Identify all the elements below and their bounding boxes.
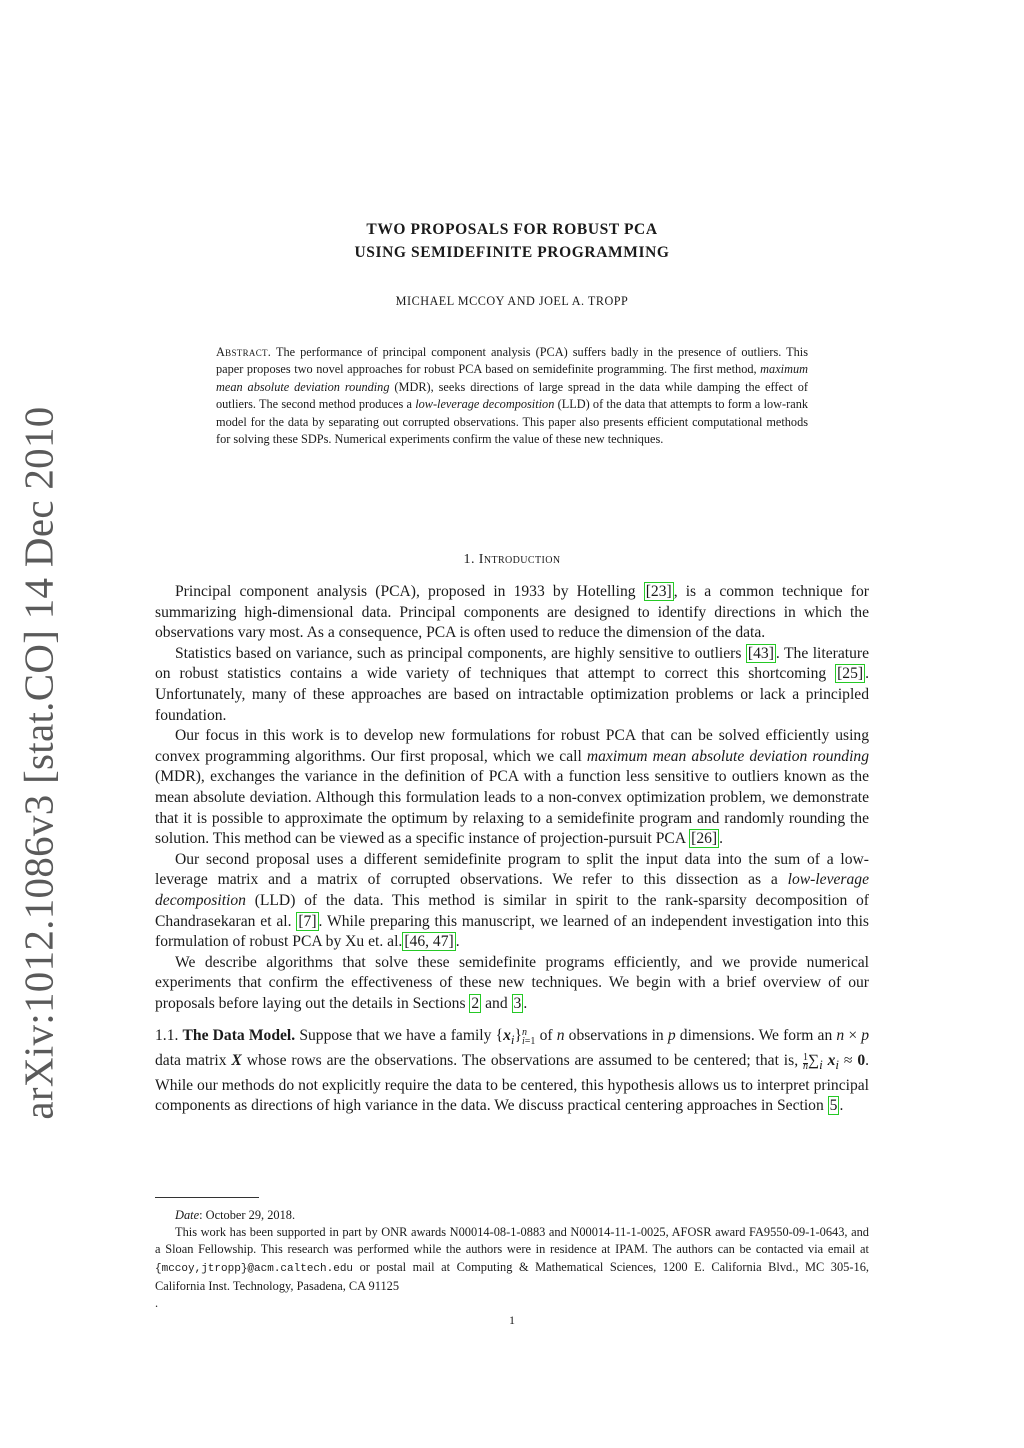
sub-text-8: . (839, 1097, 844, 1115)
p5-text-b: . (523, 994, 528, 1012)
subsection-number: 1.1. (155, 1027, 179, 1045)
subsection-data-model: 1.1. The Data Model. Suppose that we have a family $\{x_i\}n$ i=1 of n observations in p dimensions. We form an n × p data matrix X whose rows are the observations. The observations are assumed to be centered; that is, 1 $n\sum_i$ $x_i \approx 0$. While our methods do not explicitly require the data to be centered, this hypothesis allows us to interpret principal components as directions of high variance in the data. We discuss practical centering approaches in Section 5 . (155, 1026, 870, 1115)
footnote-date (155, 1207, 869, 1224)
section-number: 1. (463, 552, 475, 567)
p1-text-a: Principal component analysis (PCA), proposed in 1933 by Hotelling (175, 583, 636, 600)
sub-text-4: dimensions. We form an (679, 1027, 833, 1045)
p3-mdr-term: maximum mean absolute deviation rounding (586, 747, 870, 765)
section-title: Introduction (478, 552, 561, 567)
math-p: p (667, 1027, 676, 1045)
p3-text-a: Our focus in this work is to develop new formulations for robust PCA that can be solved efficiently using convex programming algorithms. Our first proposal, which we call (155, 727, 869, 765)
citation-link-43[interactable]: [43] (747, 644, 774, 662)
abstract-mdr-term: maximum mean absolute deviation rounding (216, 362, 808, 394)
arxiv-identifier-stamp (14, 405, 64, 1120)
footnote-divider (155, 1197, 259, 1198)
p2-text-c: . Unfortunately, many of these approaches are based on intractable optimization problems or lack a principled foundation. (155, 665, 869, 724)
abstract-text-2: (MDR), seeks directions of large spread in the data while damping the effect of outliers. The second method produces a (216, 379, 808, 412)
citation-link-46-47[interactable]: [46, 47] (404, 933, 454, 951)
abstract-label: Abstract. (216, 345, 272, 359)
section-heading-introduction (150, 552, 874, 568)
citation-link-26[interactable]: [26] (691, 830, 718, 848)
section-link-2[interactable]: 2 (471, 994, 480, 1012)
p4-text-a: Our second proposal uses a different semidefinite program to split the input data into the sum of a low-leverage matrix and a matrix of corrupted observations. We refer to this dissection as a (155, 850, 869, 889)
paragraph-1 (155, 582, 869, 644)
p2-text-a: Statistics based on variance, such as principal components, are highly sensitive to outliers (175, 644, 742, 662)
math-n: n (556, 1027, 565, 1045)
subsection-title: The Data Model. (182, 1027, 296, 1045)
body-text (155, 582, 869, 1117)
date-value: : October 29, 2018. (199, 1208, 296, 1222)
page-number: 1 (509, 1313, 515, 1327)
arxiv-identifier-text: arXiv:1012.1086v3 [stat.CO] 14 Dec 2010 (16, 405, 62, 1120)
abstract-text-3: (LLD) of the data that attempts to form a low-rank model for the data by separating out corrupted observations. This paper also presents efficient computational methods for solving these SDPs. Numerical experiments confirm the value of these new techniques. (216, 397, 809, 447)
p5-text-a: We describe algorithms that solve these semidefinite programs efficiently, and we provide numerical experiments that confirm the effectiveness of these new techniques. We begin with a brief overview of our proposals before laying out the details in Sections (155, 953, 869, 1012)
math-centering: 1 $n\sum_i$ $x_i \approx 0$ (802, 1051, 866, 1073)
footnote-text-1: This work has been supported in part by ONR awards N00014-08-1-0883 and N00014-11-1-0025, AFOSR award FA9550-09-1-0643, and a Sloan Fellowship. This research was performed while the authors were in residence at IPAM. The authors can be contacted via email at (155, 1225, 869, 1257)
p4-text-c: . While preparing this manuscript, we learned of an independent investigation into this formulation of robust PCA by Xu et. al. (155, 912, 870, 951)
p4-text-d: . (455, 933, 460, 951)
sub-text-2: of (539, 1027, 553, 1045)
citation-link-7[interactable]: [7] (298, 912, 317, 930)
section-link-3[interactable]: 3 (513, 994, 522, 1012)
citation-link-23[interactable]: [23] (645, 583, 672, 600)
p1-text-b: , is a common technique for summarizing high-dimensional data. Principal components are designed to identify directions in which the observations vary most. As a consequence, PCA is often used to reduce the dimension of the data. (155, 583, 869, 642)
p5-and: and (485, 994, 508, 1012)
paragraph-5 (155, 953, 869, 1015)
footnote-trailing-dot: . (155, 1296, 159, 1311)
contact-email: {mccoy,jtropp}@acm.caltech.edu (155, 1262, 354, 1275)
paragraph-3 (155, 726, 869, 850)
p3-text-c: . (719, 830, 724, 848)
sub-text-3: observations in (568, 1027, 664, 1045)
abstract-text-1: The performance of principal component analysis (PCA) suffers badly in the presence of outliers. This paper proposes two novel approaches for robust PCA based on semidefinite programming. The first method, (216, 345, 808, 377)
sub-text-7: . While our methods do not explicitly require the data to be centered, this hypothesis allows us to interpret principal components as directions of high variance in the data. We discuss practical centering approaches in Section (155, 1052, 870, 1115)
math-n-times-p: n (836, 1027, 845, 1045)
math-matrix-x: X (231, 1052, 242, 1070)
p2-text-b: . The literature on robust statistics contains a wide variety of techniques that attempt to correct this shortcoming (155, 644, 869, 683)
title-line-1: TWO PROPOSALS FOR ROBUST PCA (366, 221, 658, 238)
footnote-funding (155, 1224, 869, 1295)
paper-title (150, 218, 874, 264)
title-line-2: USING SEMIDEFINITE PROGRAMMING (354, 244, 670, 261)
abstract-lld-term: low-leverage decomposition (415, 397, 555, 412)
sub-text-6: whose rows are the observations. The observations are assumed to be centered; that is, (246, 1052, 799, 1070)
math-family: $\{x_i\}n$ i=1 (495, 1026, 536, 1048)
paragraph-2 (155, 644, 869, 726)
abstract (216, 344, 808, 448)
section-link-5[interactable]: 5 (829, 1097, 838, 1115)
p4-lld-term: low-leverage decomposition (155, 871, 870, 909)
p4-text-b: (LLD) of the data. This method is similar in spirit to the rank-sparsity decomposition of Chandrasekaran et al. (155, 891, 869, 930)
sub-text-5: data matrix (155, 1052, 227, 1070)
footnotes (155, 1207, 869, 1312)
sub-text-1: Suppose that we have a family (299, 1027, 492, 1045)
paper-authors: MICHAEL MCCOY AND JOEL A. TROPP (395, 294, 629, 308)
footnote-text-2: or postal mail at Computing & Mathematical Sciences, 1200 E. California Blvd., MC 305-16, California Inst. Technology, Pasadena, CA 91125 (155, 1259, 869, 1293)
date-label: Date (175, 1208, 200, 1222)
p3-text-b: (MDR), exchanges the variance in the definition of PCA with a function less sensitive to outliers known as the mean absolute deviation. Although this formulation leads to a non-convex optimization problem, we demonstrate that it is possible to approximate the optimum by relaxing to a semidefinite program and randomly rounding the solution. This method can be viewed as a specific instance of projection-pursuit PCA (155, 768, 869, 848)
paragraph-4 (155, 850, 869, 953)
citation-link-25[interactable]: [25] (837, 665, 864, 683)
